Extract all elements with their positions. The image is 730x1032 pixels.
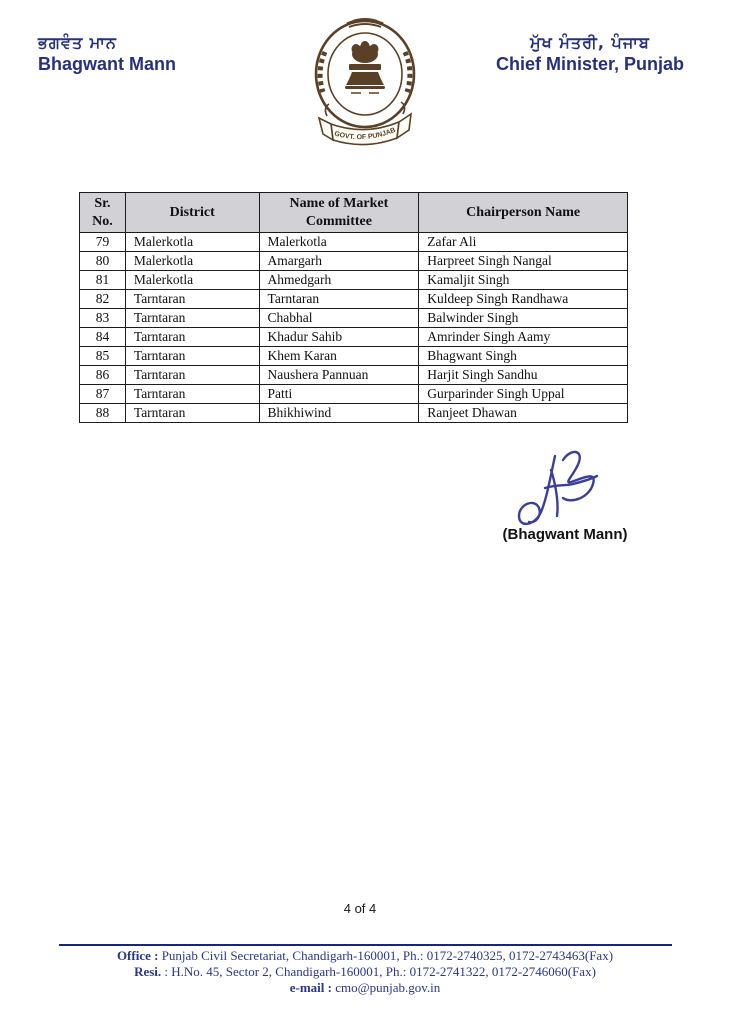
table-cell: 82 [80, 290, 126, 309]
table-cell: Tarntaran [125, 290, 259, 309]
page-number: 4 of 4 [343, 901, 377, 916]
punjab-government-seal-icon [309, 12, 421, 154]
table-cell: Amargarh [259, 252, 419, 271]
table-cell: Kuldeep Singh Randhawa [419, 290, 628, 309]
table-cell: Bhikhiwind [259, 404, 419, 423]
footer-office-label: Office : [116, 948, 159, 963]
cm-title-punjabi: ਮੁੱਖ ਮੰਤਰੀ, ਪੰਜਾਬ [530, 33, 650, 52]
table-cell: Tarntaran [125, 347, 259, 366]
table-cell: Malerkotla [259, 233, 419, 252]
table-row [80, 366, 628, 385]
table-cell: Ranjeet Dhawan [419, 404, 628, 423]
signature-icon [505, 446, 605, 530]
table-cell: Chabhal [259, 309, 419, 328]
table-cell: Tarntaran [125, 309, 259, 328]
recipient-title-block [496, 33, 684, 76]
table-cell: Amrinder Singh Aamy [419, 328, 628, 347]
table-row [80, 290, 628, 309]
table-cell: 88 [80, 404, 126, 423]
col-header-sr-no: Sr. No. [80, 193, 126, 233]
table-cell: 81 [80, 271, 126, 290]
signatory-name: (Bhagwant Mann) [502, 526, 628, 543]
table-cell: 83 [80, 309, 126, 328]
table-cell: Zafar Ali [419, 233, 628, 252]
table-cell: Naushera Pannuan [259, 366, 419, 385]
col-header-district: District [125, 193, 259, 233]
table-cell: Malerkotla [125, 233, 259, 252]
table-cell: Khadur Sahib [259, 328, 419, 347]
table-cell: Khem Karan [259, 347, 419, 366]
table-cell: Malerkotla [125, 252, 259, 271]
table-row [80, 347, 628, 366]
table-cell: 85 [80, 347, 126, 366]
table-cell: 79 [80, 233, 126, 252]
footer-office-text: Punjab Civil Secretariat, Chandigarh-160001, Ph.: 0172-2740325, 0172-2743463(Fax) [161, 948, 614, 963]
sender-name-punjabi: ਭਗਵੰਤ ਮਾਨ [38, 33, 117, 52]
table-cell: Ahmedgarh [259, 271, 419, 290]
table-cell: Bhagwant Singh [419, 347, 628, 366]
table-row [80, 404, 628, 423]
footer-email-line [0, 980, 730, 996]
col-header-market-committee: Name of Market Committee [259, 193, 419, 233]
table-cell: Tarntaran [125, 366, 259, 385]
sender-name-english: Bhagwant Mann [38, 54, 176, 74]
sender-name-block [38, 33, 176, 76]
table-cell: Tarntaran [125, 385, 259, 404]
footer-email-text: cmo@punjab.gov.in [335, 980, 441, 995]
table-header-row [80, 193, 628, 233]
table-row [80, 328, 628, 347]
table-row [80, 252, 628, 271]
table-cell: Tarntaran [259, 290, 419, 309]
table-cell: Gurparinder Singh Uppal [419, 385, 628, 404]
seal-banner-text: GOVT. OF PUNJAB [333, 126, 397, 142]
table-cell: Malerkotla [125, 271, 259, 290]
table-cell: Balwinder Singh [419, 309, 628, 328]
footer-divider [59, 944, 672, 946]
table-cell: 84 [80, 328, 126, 347]
table-cell: Tarntaran [125, 404, 259, 423]
footer-email-label: e-mail : [289, 980, 332, 995]
table-cell: Harpreet Singh Nangal [419, 252, 628, 271]
table-cell: 87 [80, 385, 126, 404]
table-row [80, 309, 628, 328]
table-row [80, 233, 628, 252]
cm-title-english: Chief Minister, Punjab [495, 54, 684, 74]
table-row [80, 271, 628, 290]
table-cell: Harjit Singh Sandhu [419, 366, 628, 385]
footer-residence-text: : H.No. 45, Sector 2, Chandigarh-160001, Ph.: 0172-2741322, 0172-2746060(Fax) [164, 964, 596, 979]
table-cell: Tarntaran [125, 328, 259, 347]
table-cell: Patti [259, 385, 419, 404]
table-cell: 86 [80, 366, 126, 385]
market-committee-table [79, 192, 628, 423]
table-cell: 80 [80, 252, 126, 271]
footer-residence-line [0, 964, 730, 980]
footer-residence-label: Resi. [134, 964, 162, 979]
footer-contact-block [0, 948, 730, 996]
footer-office-line [0, 948, 730, 964]
col-header-chairperson: Chairperson Name [419, 193, 628, 233]
table-row [80, 385, 628, 404]
table-cell: Kamaljit Singh [419, 271, 628, 290]
